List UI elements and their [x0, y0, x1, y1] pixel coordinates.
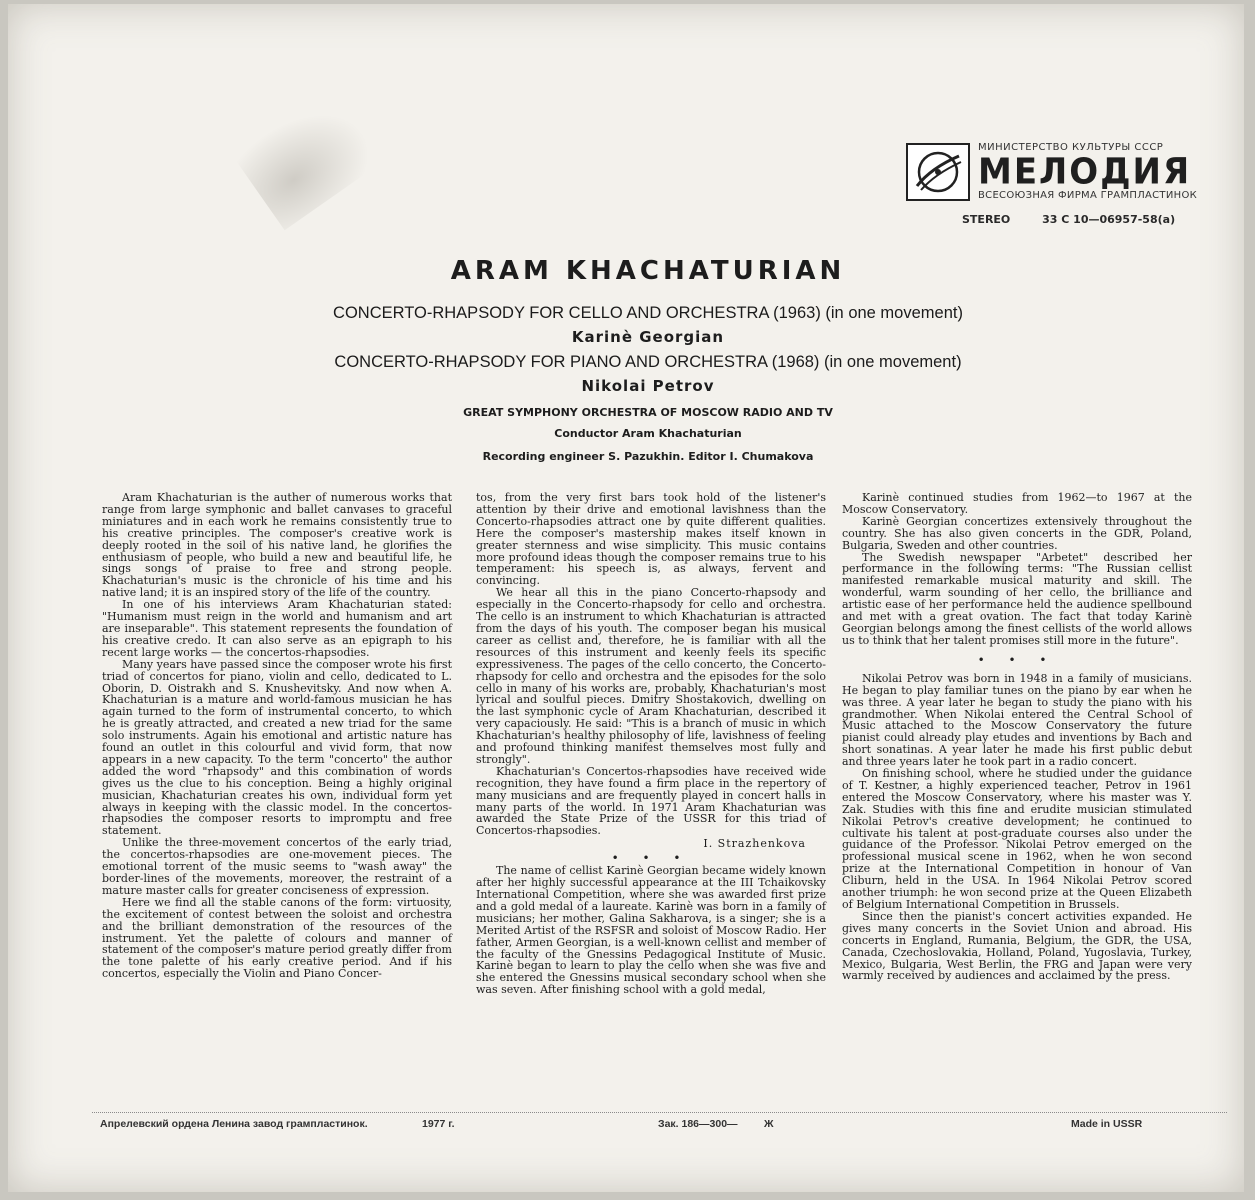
catalog-number: 33 С 10—06957-58(а)	[1042, 213, 1176, 226]
record-sleeve	[8, 4, 1244, 1192]
stereo-label: STEREO	[962, 213, 1011, 226]
section-separator: • • •	[611, 851, 691, 866]
order-number: Зак. 186—300—	[658, 1118, 738, 1130]
orchestra-credit: GREAT SYMPHONY ORCHESTRA OF MOSCOW RADIO AND TV	[463, 406, 833, 419]
logo-text-block	[978, 143, 1197, 201]
notes-paragraph: Many years have passed since the composer wrote his first triad of concertos for piano, violin and cello, dedicated to L. Oborin, D. Oistrakh and S. Knushevitsky. And now when A. Khachaturian is a mature and world-famous musician he has again turned to the form of instrumental concerto, to which he is greatly attracted, and created a new triad for the same solo instruments. Again his emotional and artistic nature has found an outlet in this colourful and vivid form, that now appears in a new capacity. To the term "concerto" the author added the word "rhapsody" and this combination of words gives us the clue to his conception. Being a highly original musician, Khachaturian creates his own, individual form yet always in keeping with the classic model. In the concertos-rhapsodies the composer resorts to impromptu and free statement.	[102, 657, 452, 838]
catalog-line	[962, 213, 1232, 226]
notes-paragraph: Karinè Georgian concertizes extensively throughout the country. She has also given concerts in the GDR, Poland, Bulgaria, Sweden and other countries.	[842, 514, 1192, 552]
quality-mark: Ж	[764, 1118, 774, 1130]
notes-paragraph: tos, from the very first bars took hold of the listener's attention by their drive and emotional lavishness than the Concerto-rhapsodies attract one by quite different qualities. Here the composer's mastership makes itself known in greater sternness and wise simplicity. This music contains more profound ideas though the composer remains true to his temperament: his speech is, as always, fervent and convincing.	[476, 491, 826, 588]
melodiya-logo	[906, 142, 1232, 202]
sleeve-wear-mark	[233, 88, 383, 231]
work-title-cello: CONCERTO-RHAPSODY FOR CELLO AND ORCHESTRA (1963) (in one movement)	[333, 304, 963, 322]
plant-name: Апрелевский ордена Ленина завод грампластинок.	[100, 1118, 368, 1130]
recording-credit: Recording engineer S. Pazukhin. Editor I. Chumakova	[482, 450, 814, 463]
notes-paragraph: We hear all this in the piano Concerto-rhapsody and especially in the Concerto-rhapsody for cello and orchestra. The cello is an instrument to which Khachaturian is attracted from the days of his youth. The composer began his musical career as cellist and, therefore, he is familiar with all the resources of this instrument and keenly feels its specific expressiveness. The pages of the cello concerto, the Concerto-rhapsody for cello and orchestra and the episodes for the solo cello in many of his works are, probably, Khachaturian's most lyrical and soulful pieces. Dmitry Shostakovich, dwelling on the last symphonic cycle of Aram Khachaturian, described it very capaciously. He said: "This is a branch of music in which Khachaturian's healthy philosophy of life, lavishness of feeling and profound thinking manifest themselves most fully and strongly".	[476, 586, 826, 766]
performer-piano: Nikolai Petrov	[581, 377, 715, 395]
notes-paragraph: In one of his interviews Aram Khachaturian stated: "Humanism must reign in the world and humanism and art are inseparable". This statement represents the foundation of his creative credo. It can also serve as an epigraph to his recent large works — the concertos-rhapsodies.	[102, 598, 452, 659]
work-title-piano: CONCERTO-RHAPSODY FOR PIANO AND ORCHESTRA (1968) (in one movement)	[334, 353, 962, 371]
section-separator: • • •	[977, 652, 1057, 667]
notes-column-1	[102, 492, 452, 1092]
performer-cello: Karinè Georgian	[571, 328, 725, 346]
notes-paragraph: Karinè continued studies from 1962—to 1967 at the Moscow Conservatory.	[842, 491, 1192, 516]
melodiya-emblem-icon	[906, 143, 970, 201]
notes-paragraph: Here we find all the stable canons of the form: virtuosity, the excitement of contest between the soloist and orchestra and the brilliant demonstration of the resources of the instrument. Yet the palette of colours and manner of statement of the composer's mature period greatly differ from the tone palette of his early creative period. And if his concertos, especially the Violin and Piano Concer-	[102, 895, 452, 981]
author-signature: I. Strazhenkova	[703, 837, 806, 851]
label-name: МЕЛОДИЯ	[978, 151, 1192, 193]
notes-paragraph: Unlike the three-movement concertos of the early triad, the concertos-rhapsodies are one-movement pieces. The emotional torrent of the music seems to "wash away" the border-lines of the movements, moreover, the restraint of a mature master calls for greater conciseness of expression.	[102, 836, 452, 897]
conductor-credit: Conductor Aram Khachaturian	[554, 427, 742, 440]
notes-paragraph: The name of cellist Karinè Georgian became widely known after her highly successful appearance at the III Tchaikovsky International Competition, where she was awarded first prize and a gold medal of a laureate. Karinè was born in a family of musicians; her mother, Galina Sakharova, is a singer; she is a Merited Artist of the RSFSR and soloist of Moscow Radio. Her father, Armen Georgian, is a well-known cellist and member of the faculty of the Gnessins Pedagogical Institute of Music. Karinè began to learn to play the cello when she was five and she entered the Gnessins musical secondary school when she was seven. After finishing school with a gold medal,	[476, 864, 826, 997]
notes-paragraph: Aram Khachaturian is the auther of numerous works that range from large symphonic and ballet canvases to graceful miniatures and in each work he remains consistently true to his creative principles. The composer's creative work is deeply rooted in the soil of his native land, he glorifies the enthusiasm of people, who build a new and beautiful life, he sings songs of praise to free and strong people. Khachaturian's music is the chronicle of his time and his native land; it is an inspired story of the life of the country.	[102, 491, 452, 600]
notes-column-2	[476, 492, 826, 1092]
liner-notes	[102, 492, 1216, 1082]
ministry-text: МИНИСТЕРСТВО КУЛЬТУРЫ СССР	[978, 142, 1164, 153]
firm-text: ВСЕСОЮЗНАЯ ФИРМА ГРАМПЛАСТИНОК	[978, 190, 1198, 201]
notes-paragraph: Since then the pianist's concert activities expanded. He gives many concerts in the Soviet Union and abroad. His concerts in England, Rumania, Belgium, the GDR, the USA, Canada, Czechoslovakia, Holland, Poland, Yugoslavia, Turkey, Mexico, Bulgaria, West Berlin, the FRG and Japan were very warmly received by audiences and acclaimed by the press.	[842, 909, 1192, 983]
composer-title: ARAM KHACHATURIAN	[450, 256, 846, 286]
notes-paragraph: Nikolai Petrov was born in 1948 in a family of musicians. He began to play familiar tunes on the piano by ear when he was three. A year later he began to study the piano with his grandmother. When Nikolai entered the Central School of Music attached to the Moscow Conservatory the future pianist could already play etudes and inventions by Bach and short sonatinas. A year later he made his first public debut and three years later he took part in a radio concert.	[842, 671, 1192, 769]
footer-divider	[92, 1112, 1227, 1113]
notes-paragraph: On finishing school, where he studied under the guidance of T. Kestner, a highly experienced teacher, Petrov in 1961 entered the Moscow Conservatory, where his master was Y. Zak. Studies with this fine and erudite musician stimulated Nikolai Petrov's creative development; he continued to cultivate his talent at post-graduate courses also under the guidance of the Professor. Nikolai Petrov emerged on the professional musical scene in 1962, when he won second prize at the International Competition in honour of Van Cliburn, held in the USA. In 1964 Nikolai Petrov scored another triumph: he won second prize at the Queen Elizabeth of Belgium International Competition in Brussels.	[842, 767, 1192, 911]
notes-paragraph: The Swedish newspaper "Arbetet" described her performance in the following terms: "The Russian cellist manifested remarkable musical maturity and skill. The wonderful, warm sounding of her cello, the brilliance and artistic ease of her performance held the audience spellbound and met with a great ovation. The fact that today Karinè Georgian belongs among the finest cellists of the world allows us to think that her talent promises still more in the future".	[842, 550, 1192, 647]
made-in-label: Made in USSR	[1071, 1118, 1143, 1130]
notes-paragraph: Khachaturian's Concertos-rhapsodies have received wide recognition, they have found a firm place in the repertory of many musicians and are frequently played in concert halls in many parts of the world. In 1971 Aram Khachaturian was awarded the State Prize of the USSR for this triad of Concertos-rhapsodies.	[476, 764, 826, 838]
notes-column-3	[842, 492, 1192, 1092]
pressing-year: 1977 г.	[422, 1118, 455, 1130]
